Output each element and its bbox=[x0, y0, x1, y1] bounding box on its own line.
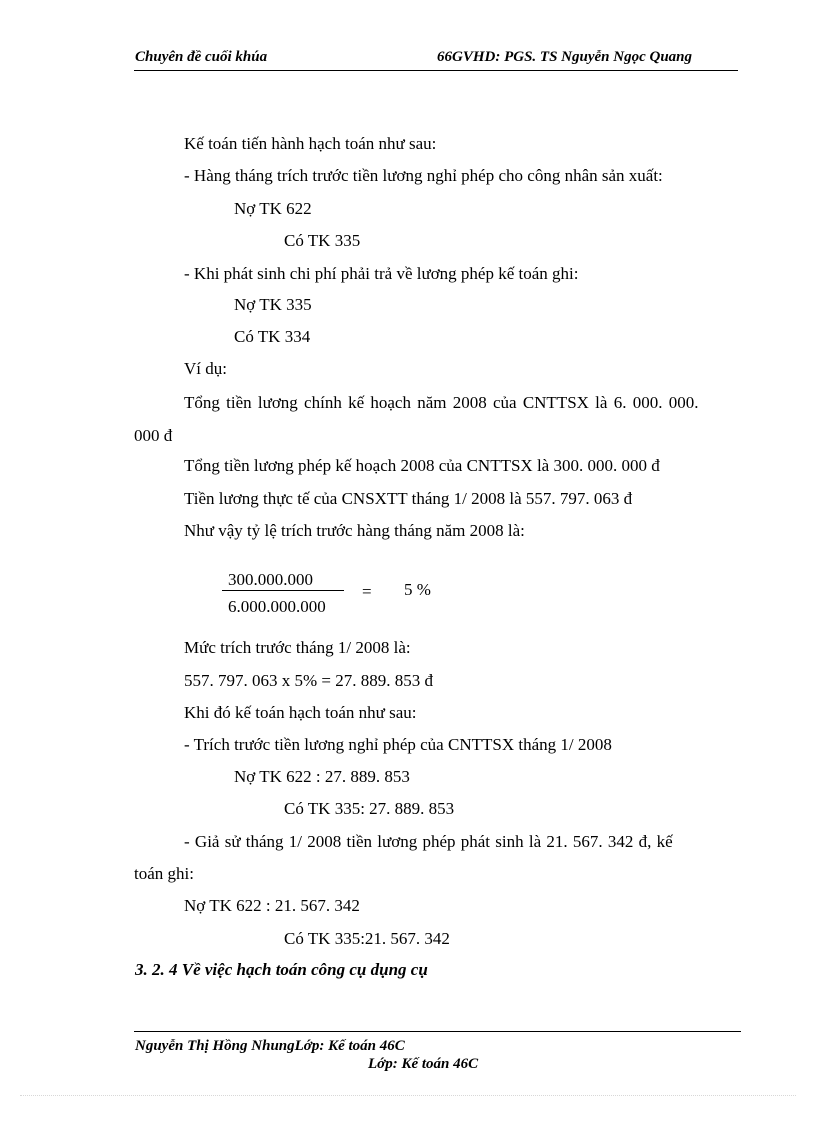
text-line-example: Ví dụ: bbox=[184, 359, 227, 378]
text-line-total-main-salary-cont: 000 đ bbox=[134, 426, 173, 445]
entry-debit-622-actual: Nợ TK 622 : 21. 567. 342 bbox=[184, 896, 360, 915]
text-line-suppose-cont: toán ghi: bbox=[134, 864, 194, 883]
text-line-monthly: - Hàng tháng trích trước tiền lương nghỉ phép cho công nhân sản xuất: bbox=[184, 166, 663, 185]
entry-debit-622: Nợ TK 622 bbox=[234, 199, 312, 218]
text-line-then-record: Khi đó kế toán hạch toán như sau: bbox=[184, 703, 417, 722]
footer-rule bbox=[134, 1031, 741, 1032]
header-rule bbox=[134, 70, 738, 71]
text-line-when-incurred: - Khi phát sinh chi phí phải trả về lương phép kế toán ghi: bbox=[184, 264, 579, 283]
formula-numerator: 300.000.000 bbox=[228, 570, 313, 589]
text-line-accrual-jan: Mức trích trước tháng 1/ 2008 là: bbox=[184, 638, 411, 657]
footer-author-class: Nguyễn Thị Hồng NhungLớp: Kế toán 46C bbox=[135, 1038, 405, 1054]
text-line-actual-salary: Tiền lương thực tế của CNSXTT tháng 1/ 2008 là 557. 797. 063 đ bbox=[184, 489, 633, 508]
entry-credit-335-amount: Có TK 335: 27. 889. 853 bbox=[284, 799, 455, 818]
text-line-accrue-leave: - Trích trước tiền lương nghỉ phép của CNTTSX tháng 1/ 2008 bbox=[184, 735, 612, 754]
header-right-supervisor: 66GVHD: PGS. TS Nguyễn Ngọc Quang bbox=[437, 49, 693, 65]
header-left-title: Chuyên đề cuối khúa bbox=[135, 49, 268, 65]
text-line-intro: Kế toán tiến hành hạch toán như sau: bbox=[184, 134, 437, 153]
formula-equals: = bbox=[362, 582, 372, 601]
text-line-accrual-calc: 557. 797. 063 x 5% = 27. 889. 853 đ bbox=[184, 671, 433, 690]
text-line-rate-intro: Như vậy tỷ lệ trích trước hàng tháng năm 2008 là: bbox=[184, 521, 525, 540]
entry-debit-622-amount: Nợ TK 622 : 27. 889. 853 bbox=[234, 767, 410, 786]
entry-credit-334: Có TK 334 bbox=[234, 327, 311, 346]
entry-debit-335: Nợ TK 335 bbox=[234, 295, 312, 314]
formula-fraction-bar bbox=[222, 590, 344, 591]
entry-credit-335-actual: Có TK 335:21. 567. 342 bbox=[284, 929, 450, 948]
entry-credit-335: Có TK 335 bbox=[284, 231, 361, 250]
formula-result: 5 % bbox=[404, 580, 431, 599]
text-line-total-main-salary: Tổng tiền lương chính kế hoạch năm 2008 của CNTTSX là 6. 000. 000. bbox=[184, 393, 699, 412]
footer-class: Lớp: Kế toán 46C bbox=[368, 1056, 479, 1072]
formula-denominator: 6.000.000.000 bbox=[228, 597, 326, 616]
text-line-suppose: - Giả sử tháng 1/ 2008 tiền lương phép phát sinh là 21. 567. 342 đ, kế bbox=[184, 832, 673, 851]
section-heading: 3. 2. 4 Về việc hạch toán công cụ dụng cụ bbox=[135, 960, 428, 979]
page-bottom-divider bbox=[20, 1095, 796, 1096]
text-line-total-leave-salary: Tổng tiền lương phép kế hoạch 2008 của CNTTSX là 300. 000. 000 đ bbox=[184, 456, 660, 475]
